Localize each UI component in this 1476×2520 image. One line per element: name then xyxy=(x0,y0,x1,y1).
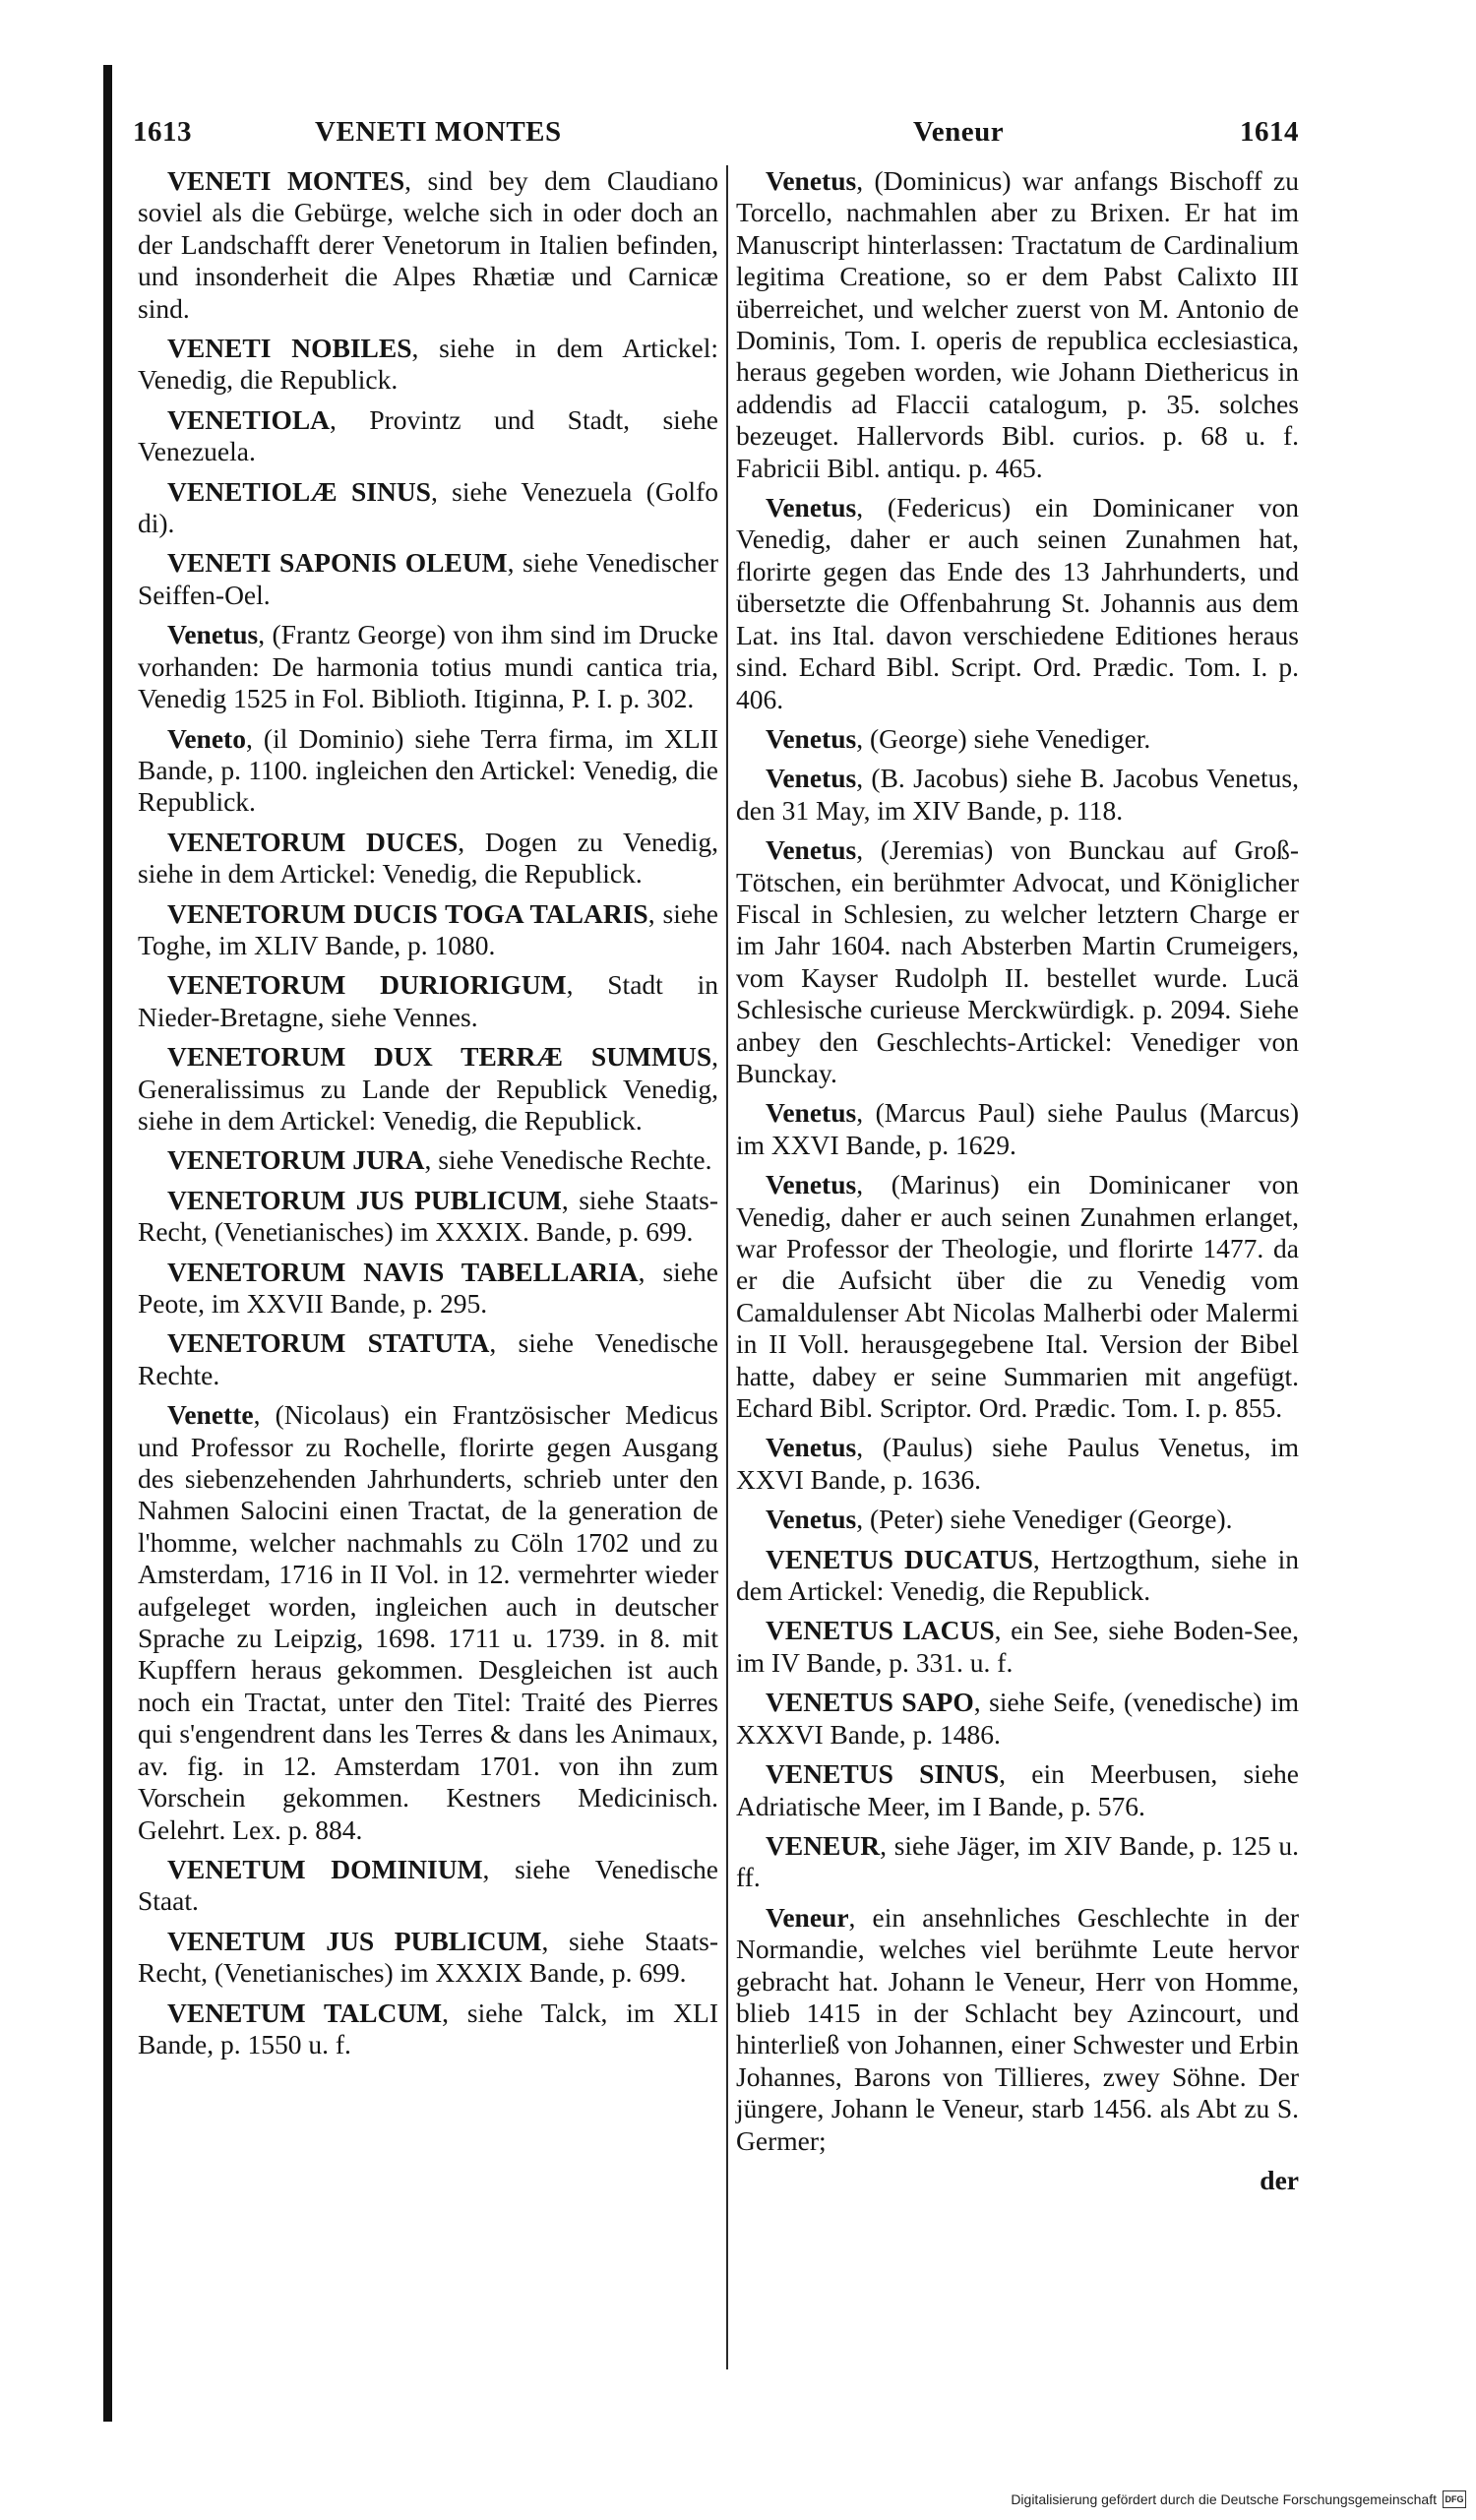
dictionary-entry xyxy=(736,763,1299,827)
entry-lemma: VENETUM JUS PUBLICUM xyxy=(167,1925,542,1956)
entry-text: , ein Meerbusen, siehe Adriatische Meer, im I Bande, p. 576. xyxy=(736,1758,1299,1821)
entry-lemma: VENETUS SINUS xyxy=(766,1758,1000,1790)
dictionary-entry xyxy=(138,1327,718,1391)
entry-lemma: VENETORUM JURA xyxy=(167,1144,425,1176)
entry-lemma: VENETUS SAPO xyxy=(766,1687,974,1718)
entry-lemma: VENETI SAPONIS OLEUM xyxy=(167,547,508,579)
dictionary-entry xyxy=(736,1687,1299,1751)
entry-text: , (Marcus Paul) siehe Paulus (Marcus) im XXVI Bande, p. 1629. xyxy=(736,1097,1299,1160)
dictionary-entry xyxy=(138,165,718,325)
entry-text: , Provintz und Stadt, siehe Venezuela. xyxy=(138,403,718,467)
entry-text: , siehe Peote, im XXVII Bande, p. 295. xyxy=(138,1256,718,1319)
entry-text: , (Marinus) ein Dominicaner von Venedig, daher er auch seinen Zunahmen erlanget, war Professor der Theologie, und florirte 1477. da er die Aufsicht über die zu Venedig vom Camaldulenser Abt Nicolas Malherbi oder Malermi in II Voll. herausgegebene Ital. Version der Bibel hatte, dabey er seine Summarien mit angefügt. Echard Bibl. Scriptor. Ord. Prædic. Tom. I. p. 855. xyxy=(736,1169,1299,1424)
entry-text: , (George) siehe Venediger. xyxy=(856,722,1151,754)
entry-lemma: Venetus xyxy=(766,492,857,523)
dictionary-entry xyxy=(138,827,718,891)
entry-text: , (Federicus) ein Dominicaner von Venedig, daher er auch seinen Zunahmen hat, florirte gegen das Ende des 13 Jahrhunderts, und übersetzte die Offenbahrung St. Johannis aus dem Lat. ins Ital. davon verschiedene Editiones heraus sind. Echard Bibl. Script. Ord. Prædic. Tom. I. p. 406. xyxy=(736,492,1299,714)
dictionary-entry xyxy=(138,1926,718,1990)
entry-lemma: VENETUM TALCUM xyxy=(167,1997,443,2028)
dfg-logo: DFG xyxy=(1443,2490,1466,2508)
entry-lemma: Venetus xyxy=(766,1169,857,1200)
entry-lemma: Venetus xyxy=(766,1504,857,1535)
dictionary-entry xyxy=(138,1041,718,1137)
right-page-number: 1614 xyxy=(1240,116,1299,148)
dictionary-entry xyxy=(736,165,1299,484)
entry-lemma: VENETORUM DUCIS TOGA TALARIS xyxy=(167,897,648,929)
entry-lemma: Veneto xyxy=(167,722,246,754)
dictionary-entry xyxy=(736,723,1299,755)
dictionary-entry xyxy=(138,619,718,714)
dictionary-entry xyxy=(138,404,718,468)
entry-text: , Dogen zu Venedig, siehe in dem Artickel: Venedig, die Republick. xyxy=(138,826,719,890)
entry-text: , siehe Venedische Rechte. xyxy=(424,1144,712,1176)
dictionary-entry xyxy=(138,723,718,819)
entry-text: , (Nicolaus) ein Frantzösischer Medicus und Professor zu Rochelle, florirte gegen Ausgang des siebenzehenden Jahrhunderts, schrieb unter den Nahmen Salocini einen Tractat, de la generation de l'homme, welcher nachmahls zu Cöln 1702 und zu Amsterdam, 1716 in II Vol. in 12. vermehrter wieder aufgeleget worden, ingleichen auch in deutscher Sprache zu Leipzig, 1698. 1711 u. 1739. in 8. mit Kupffern heraus gekommen. Desgleichen ist auch noch ein Tractat, unter den Titel: Traité des Pierres qui s'engendrent dans les Terres & dans les Animaux, av. fig. in 12. Amsterdam 1701. von ihn zum Vorschein gekommen. Kestners Medicinisch. Gelehrt. Lex. p. 884. xyxy=(138,1399,718,1845)
running-header xyxy=(133,116,1299,161)
dictionary-entry xyxy=(736,1615,1299,1679)
entry-text: , siehe Talck, im XLI Bande, p. 1550 u. f. xyxy=(138,1997,718,2059)
column-divider xyxy=(726,165,728,2369)
dictionary-entry xyxy=(138,476,718,540)
dictionary-entry xyxy=(736,1097,1299,1161)
entry-lemma: VENETI MONTES xyxy=(167,165,405,196)
entry-text: , sind bey dem Claudiano soviel als die Gebürge, welche sich in oder doch an der Landschafft derer Venetorum in Italien befinden, und insonderheit die Alpes Rhætiæ und Carnicæ sind. xyxy=(138,165,718,324)
entry-lemma: Venetus xyxy=(766,763,857,794)
dictionary-entry xyxy=(138,898,718,962)
entry-text: , siehe Staats-Recht, (Venetianisches) im XXXIX. Bande, p. 699. xyxy=(138,1184,718,1248)
dictionary-entry xyxy=(138,1998,718,2061)
digitization-credit xyxy=(1011,2490,1466,2508)
dictionary-entry xyxy=(736,492,1299,715)
entry-text: , siehe Venedische Staat. xyxy=(138,1853,718,1917)
dictionary-entry xyxy=(138,1399,718,1846)
left-page-number: 1613 xyxy=(133,116,192,148)
entry-text: , ein See, siehe Boden-See, im IV Bande, p. 331. u. f. xyxy=(736,1615,1299,1678)
dictionary-entry xyxy=(138,1185,718,1249)
entry-lemma: VENETI NOBILES xyxy=(167,333,412,364)
dictionary-entry xyxy=(138,333,718,397)
left-running-head: VENETI MONTES xyxy=(315,116,562,148)
dictionary-entry xyxy=(138,547,718,611)
right-running-head: Veneur xyxy=(913,116,1005,148)
dictionary-entry xyxy=(736,1504,1299,1535)
entry-text: , siehe Seife, (venedische) im XXXVI Bande, p. 1486. xyxy=(736,1687,1299,1750)
dictionary-entry xyxy=(736,1830,1299,1894)
entry-text: , siehe Venezuela (Golfo di). xyxy=(138,475,718,539)
dictionary-entry xyxy=(138,1854,718,1918)
entry-text: , (Peter) siehe Venediger (George). xyxy=(856,1504,1233,1535)
entry-text: , siehe Venedischer Seiffen-Oel. xyxy=(138,547,718,610)
entry-text: , Stadt in Nieder-Bretagne, siehe Vennes. xyxy=(138,969,718,1032)
page-binding-edge xyxy=(103,65,112,2422)
entry-lemma: VENETIOLÆ SINUS xyxy=(167,475,431,507)
entry-lemma: VENETUM DOMINIUM xyxy=(167,1853,483,1884)
dictionary-entry xyxy=(138,1144,718,1176)
entry-text: , Hertzogthum, siehe in dem Artickel: Venedig, die Republick. xyxy=(736,1543,1300,1607)
entry-text: , (Paulus) siehe Paulus Venetus, im XXVI Bande, p. 1636. xyxy=(736,1432,1299,1495)
entry-lemma: VENETIOLA xyxy=(167,403,331,435)
entry-lemma: VENETUS DUCATUS xyxy=(766,1543,1033,1574)
entry-lemma: VENETUS LACUS xyxy=(766,1615,995,1646)
entry-lemma: VENETORUM DUCES xyxy=(167,826,459,857)
entry-text: , siehe in dem Artickel: Venedig, die Republick. xyxy=(138,333,718,396)
entry-lemma: Venetus xyxy=(167,619,259,650)
entry-lemma: Venetus xyxy=(766,834,857,866)
entry-lemma: VENETORUM DUX TERRÆ SUMMUS xyxy=(167,1041,712,1073)
entry-lemma: Venetus xyxy=(766,1097,857,1129)
dictionary-entry xyxy=(736,1544,1299,1608)
catchword: der xyxy=(1260,2164,1299,2195)
entry-lemma: VENETORUM NAVIS TABELLARIA xyxy=(167,1256,639,1287)
dictionary-entry xyxy=(138,1257,718,1321)
entry-text: , (Frantz George) von ihm sind im Drucke vorhanden: De harmonia totius mundi cantica tria, Venedig 1525 in Fol. Biblioth. Itiginna, P. I. p. 302. xyxy=(138,619,718,714)
dictionary-entry xyxy=(736,1169,1299,1424)
dictionary-entry xyxy=(736,1758,1299,1822)
dictionary-entry xyxy=(138,969,718,1033)
entry-lemma: Venetus xyxy=(766,1432,857,1463)
left-column xyxy=(138,165,718,2389)
entry-text: , (B. Jacobus) siehe B. Jacobus Venetus, den 31 May, im XIV Bande, p. 118. xyxy=(736,763,1299,826)
entry-text: , (Dominicus) war anfangs Bischoff zu Torcello, nachmahlen aber zu Brixen. Er hat im Manuscript hinterlassen: Tractatum de Cardinalium legitima Creatione, so er dem Pabst Calixto III überreichet, und welcher zuerst von M. Antonio de Dominis, Tom. I. operis de republica ecclesiastica, heraus gegeben worden, wie Johann Diethericus in addendis ad Flaccii catalogum, p. 35. solches bezeuget. Hallervords Bibl. curios. p. 68 u. f. Fabricii Bibl. antiqu. p. 465. xyxy=(736,165,1299,483)
entry-text: , siehe Toghe, im XLIV Bande, p. 1080. xyxy=(138,897,718,960)
entry-lemma: Veneur xyxy=(766,1901,849,1933)
entry-lemma: VENEUR xyxy=(766,1829,881,1861)
entry-lemma: VENETORUM DURIORIGUM xyxy=(167,969,567,1001)
entry-lemma: Venetus xyxy=(766,165,857,196)
entry-text: , (Jeremias) von Bunckau auf Groß-Tötschen, ein berühmter Advocat, und Königlicher Fiscal in Schlesien, zu welcher letztern Charge er im Jahr 1604. nach Absterben Martin Crumeigers, vom Kayser Rudolph II. bestellet wurde. Lucä Schlesische curieuse Merckwürdigk. p. 2094. Siehe anbey den Geschlechts-Artickel: Venediger von Bunckay. xyxy=(736,834,1299,1088)
entry-text: , siehe Venedische Rechte. xyxy=(138,1327,718,1390)
entry-text: , siehe Jäger, im XIV Bande, p. 125 u. ff. xyxy=(736,1829,1299,1893)
entry-text: , Generalissimus zu Lande der Republick Venedig, siehe in dem Artickel: Venedig, die Republick. xyxy=(138,1041,718,1136)
entry-lemma: Venetus xyxy=(766,722,857,754)
entry-text: , siehe Staats-Recht, (Venetianisches) im XXXIX Bande, p. 699. xyxy=(138,1925,718,1989)
credit-text: Digitalisierung gefördert durch die Deutsche Forschungsgemeinschaft xyxy=(1011,2491,1437,2507)
dictionary-entry xyxy=(736,834,1299,1089)
entry-text: , (il Dominio) siehe Terra firma, im XLII Bande, p. 1100. ingleichen den Artickel: Venedig, die Republick. xyxy=(138,722,718,818)
entry-lemma: VENETORUM JUS PUBLICUM xyxy=(167,1184,562,1215)
dictionary-entry xyxy=(736,1432,1299,1496)
dictionary-entry xyxy=(736,1902,1299,2157)
entry-lemma: Venette xyxy=(167,1399,254,1431)
entry-lemma: VENETORUM STATUTA xyxy=(167,1327,490,1359)
entry-text: , ein ansehnliches Geschlechte in der Normandie, welches viel berühmte Leute hervor gebracht hat. Johann le Veneur, Herr von Homme, blieb 1415 in der Schlacht bey Azincourt, und hinterließ von Johannen, einer Schwester und Erbin Johannes, Barons von Tillieres, zwey Söhne. Der jüngere, Johann le Veneur, starb 1456. als Abt zu S. Germer; xyxy=(736,1901,1299,2156)
right-column xyxy=(736,165,1299,2389)
